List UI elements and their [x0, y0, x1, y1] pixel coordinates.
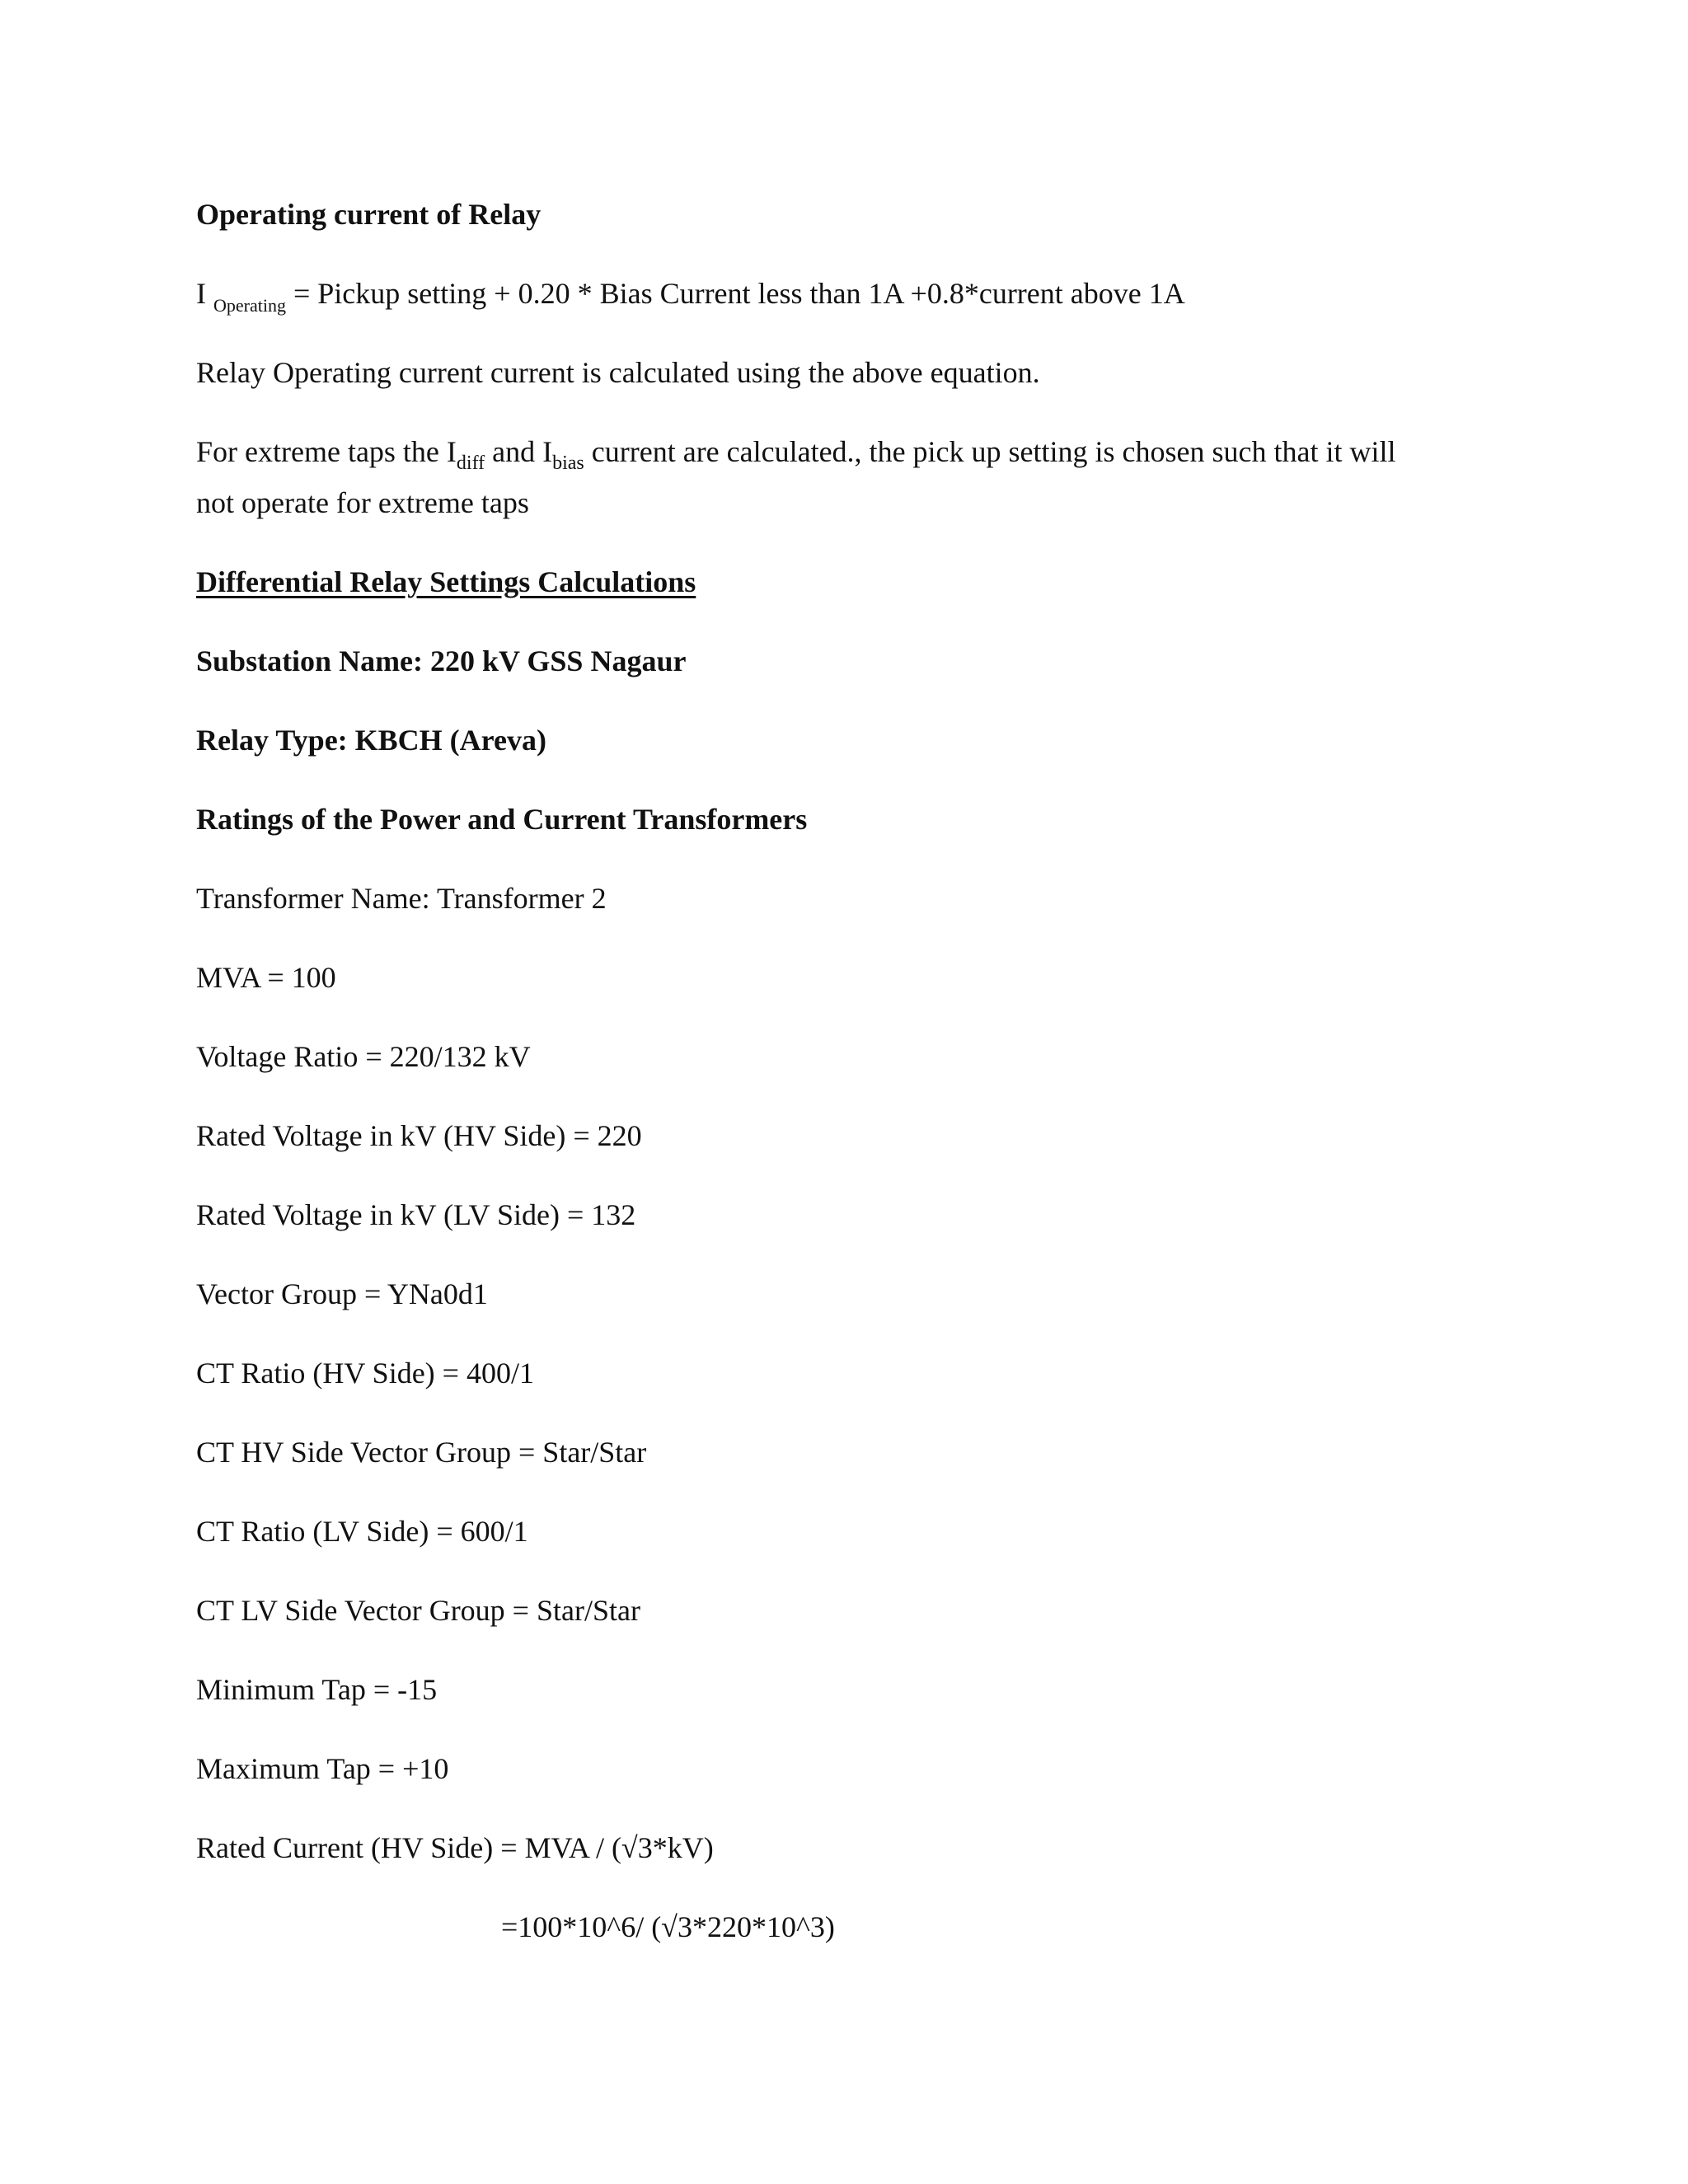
eq-symbol: I: [196, 277, 206, 310]
rated-voltage-hv: Rated Voltage in kV (HV Side) = 220: [196, 1119, 642, 1152]
extreme-text-c: current are calculated., the pick up setting is chosen such that it will: [591, 435, 1396, 468]
eq-expression: = Pickup setting + 0.20 * Bias Current less than 1A +0.8*current above 1A: [285, 277, 1185, 310]
extreme-taps-text-line2: not operate for extreme taps: [196, 486, 529, 519]
heading-differential-settings: Differential Relay Settings Calculations: [196, 565, 696, 598]
substation-name: Substation Name: 220 kV GSS Nagaur: [196, 644, 687, 677]
i-diff-symbol: I: [446, 435, 457, 468]
rated-voltage-lv: Rated Voltage in kV (LV Side) = 132: [196, 1198, 636, 1231]
relay-operating-text: Relay Operating current current is calculated using the above equation.: [196, 356, 1040, 389]
ct-hv-vector-group: CT HV Side Vector Group = Star/Star: [196, 1436, 647, 1469]
heading-operating-current: Operating current of Relay: [196, 198, 542, 231]
i-diff-subscript: diff: [456, 452, 485, 474]
voltage-ratio: Voltage Ratio = 220/132 kV: [196, 1040, 531, 1073]
rated-current-hv-calculation: =100*10^6/ (√3*220*10^3): [501, 1910, 835, 1943]
ct-ratio-hv: CT Ratio (HV Side) = 400/1: [196, 1357, 534, 1390]
transformer-name: Transformer Name: Transformer 2: [196, 882, 607, 915]
vector-group: Vector Group = YNa0d1: [196, 1277, 488, 1310]
extreme-text-a: For extreme taps the: [196, 435, 447, 468]
i-bias-subscript: bias: [552, 452, 584, 474]
mva-value: MVA = 100: [196, 961, 336, 994]
minimum-tap: Minimum Tap = -15: [196, 1673, 438, 1706]
operating-current-equation: [196, 275, 1185, 316]
ct-lv-vector-group: CT LV Side Vector Group = Star/Star: [196, 1594, 640, 1627]
rated-current-hv-formula: Rated Current (HV Side) = MVA / (√3*kV): [196, 1831, 714, 1864]
eq-subscript: Operating: [213, 295, 286, 316]
extreme-text-b: and I: [485, 435, 553, 468]
relay-type: Relay Type: KBCH (Areva): [196, 724, 546, 757]
ct-ratio-lv: CT Ratio (LV Side) = 600/1: [196, 1515, 528, 1548]
extreme-taps-text-line1: [196, 434, 1395, 474]
heading-ratings: Ratings of the Power and Current Transformers: [196, 803, 808, 836]
maximum-tap: Maximum Tap = +10: [196, 1752, 449, 1785]
